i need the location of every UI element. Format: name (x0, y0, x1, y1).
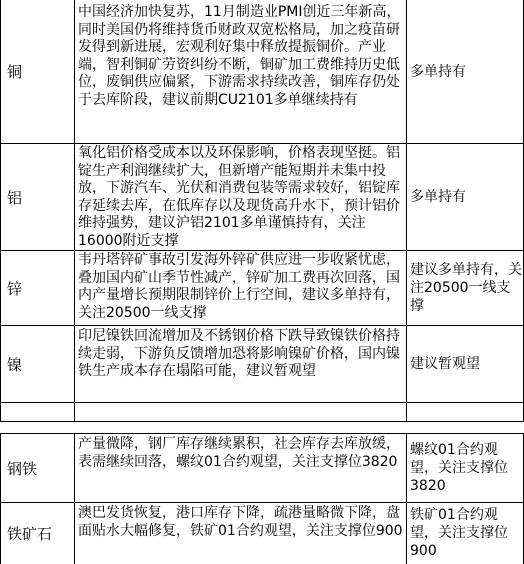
analysis-text: 澳巴发货恢复，港口库存下降，疏港量略微下降，盘面贴水大幅修复，铁矿01合约观望，关注支撑位900 (78, 505, 403, 539)
analysis-text: 中国经济加快复苏，11月制造业PMI创近三年新高，同时美国仍将维持货币财政双宽松格局，加之疫苗研发得到新进展，宏观利好集中释放提振铜价。产业端，智利铜矿劳资纠纷不断，铜矿加工费维持历史低位，废铜供应偏紧，下游需求持续改善，铜库存仍处于去库阶段，建议前期CU2101多单继续持有 (78, 4, 401, 108)
analysis-cell (75, 0, 407, 143)
commodity-name-cell (0, 503, 75, 564)
advice-cell (407, 0, 524, 143)
advice-cell (407, 326, 524, 402)
advice-text: 多单持有 (410, 189, 466, 205)
advice-text: 多单持有 (410, 63, 466, 80)
commodity-name-cell (0, 144, 75, 250)
empty-cell (407, 403, 524, 421)
advice-cell (407, 144, 524, 250)
commodity-name-cell (0, 251, 75, 325)
table-row-iron-ore (0, 503, 524, 564)
empty-cell (75, 403, 407, 421)
table-row-nickel (0, 326, 524, 402)
advice-cell (407, 503, 524, 564)
advice-text: 螺纹01合约观望，关注支撑位3820 (410, 442, 508, 494)
analysis-cell (75, 144, 407, 250)
analysis-text: 印尼镍铁回流增加及不锈钢价格下跌导致镍铁价格持续走弱，下游负反馈增加恐将影响镍矿价格，国内镍铁生产成本存在塌陷可能，建议暂观望 (78, 328, 400, 380)
analysis-text: 氧化铝价格受成本以及环保影响，价格表现坚挺。铝锭生产利润继续扩大，但新增产能短期并未集中投放，下游汽车、光伏和消费包装等需求较好，铝锭库存延续去库，在低库存以及现货高升水下，预计铝价维持强势，建议沪铝2101多单谨慎持有，关注16000附近支撑 (78, 145, 400, 249)
commodity-name: 铁矿石 (7, 525, 53, 543)
commodity-name: 铝 (7, 188, 23, 207)
table-row-aluminum (0, 144, 524, 250)
commodity-name-cell (0, 0, 75, 143)
table-row-steel (0, 434, 524, 502)
analysis-cell (75, 434, 407, 502)
empty-cell (0, 403, 75, 421)
commodity-name-cell (0, 326, 75, 402)
advice-text: 建议暂观望 (410, 356, 480, 372)
commodity-name: 镍 (7, 355, 23, 374)
analysis-text: 韦丹塔锌矿事故引发海外锌矿供应进一步收紧忧虑，叠加国内矿山季节性减产，锌矿加工费再次回落，国内产量增长预期限制锌价上行空间，建议多单持有，关注20500一线支撑 (78, 252, 400, 321)
table-row-copper (0, 0, 524, 143)
analysis-text: 产量微降，钢厂库存继续累积，社会库存去库放缓，表需继续回落，螺纹01合约观望，关注支撑位3820 (78, 436, 400, 470)
table-row-zinc (0, 251, 524, 325)
advice-cell (407, 434, 524, 502)
analysis-cell (75, 251, 407, 325)
analysis-cell (75, 326, 407, 402)
advice-cell (407, 251, 524, 325)
commodity-name: 钢铁 (7, 459, 38, 478)
commodity-name: 铜 (7, 63, 23, 81)
table-row-empty (0, 403, 524, 421)
commodity-name-cell (0, 434, 75, 502)
analysis-cell (75, 503, 407, 564)
advice-text: 建议多单持有，关注20500一线支撑 (410, 262, 522, 314)
advice-text: 铁矿01合约观望，关注支撑位900 (410, 507, 508, 559)
commodity-name: 锌 (7, 279, 23, 298)
